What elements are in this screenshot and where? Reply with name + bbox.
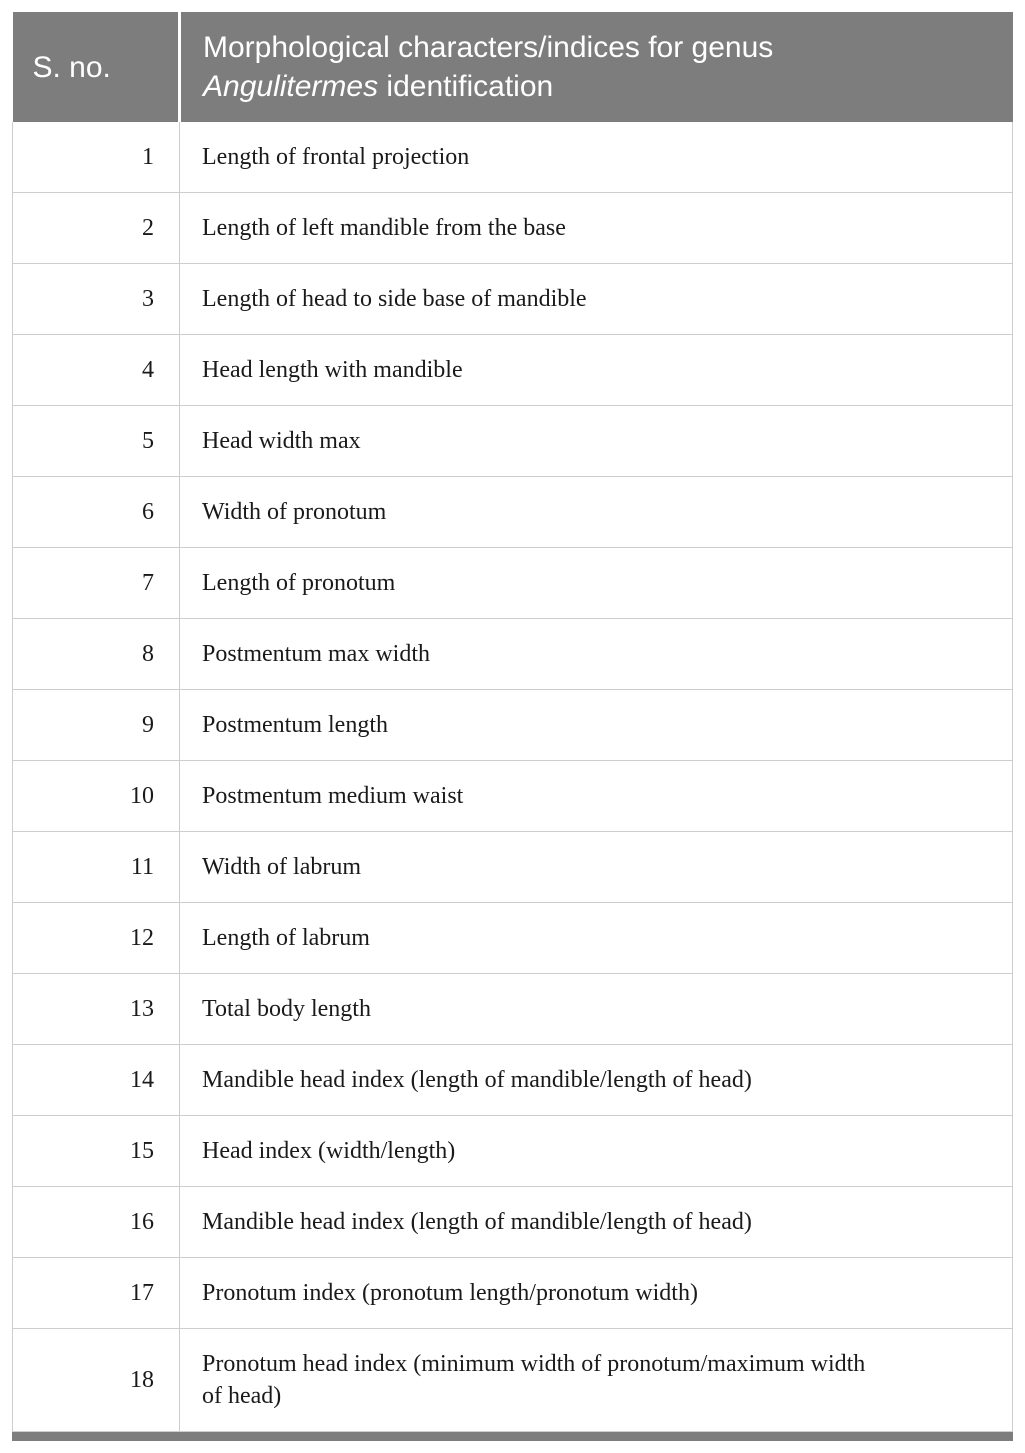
row-number-cell: 17: [13, 1258, 180, 1329]
row-number-cell: 3: [13, 264, 180, 335]
header-sno-cell: [13, 12, 180, 122]
table-row: [13, 690, 1013, 761]
row-character-cell: Length of head to side base of mandible: [180, 264, 1013, 335]
row-character-cell: Pronotum head index (minimum width of pronotum/maximum width of head): [180, 1329, 1013, 1432]
row-number-cell: 2: [13, 193, 180, 264]
table-row: [13, 264, 1013, 335]
header-title-rest: identification: [378, 70, 554, 103]
row-number-cell: 11: [13, 832, 180, 903]
row-number-cell: 1: [13, 122, 180, 193]
table-header: [13, 12, 1013, 122]
table-row: [13, 761, 1013, 832]
row-number-cell: 16: [13, 1187, 180, 1258]
table-row: [13, 193, 1013, 264]
row-character-cell: Length of labrum: [180, 903, 1013, 974]
table-row: [13, 619, 1013, 690]
table-row: [13, 122, 1013, 193]
row-number-cell: 4: [13, 335, 180, 406]
row-character-cell: Head length with mandible: [180, 335, 1013, 406]
row-character-cell: Postmentum max width: [180, 619, 1013, 690]
row-character-cell: Mandible head index (length of mandible/length of head): [180, 1045, 1013, 1116]
table-row: [13, 974, 1013, 1045]
table-body: [13, 122, 1013, 1432]
row-character-cell: Mandible head index (length of mandible/length of head): [180, 1187, 1013, 1258]
table-row: [13, 406, 1013, 477]
row-number-cell: 8: [13, 619, 180, 690]
table-row: [13, 335, 1013, 406]
row-number-cell: 7: [13, 548, 180, 619]
row-number-cell: 10: [13, 761, 180, 832]
table-row: [13, 548, 1013, 619]
row-character-cell: Pronotum index (pronotum length/pronotum width): [180, 1258, 1013, 1329]
row-number-cell: 5: [13, 406, 180, 477]
row-number-cell: 12: [13, 903, 180, 974]
table-row: [13, 1258, 1013, 1329]
table-row: [13, 477, 1013, 548]
row-character-cell: Postmentum medium waist: [180, 761, 1013, 832]
row-number-cell: 6: [13, 477, 180, 548]
row-number-cell: 13: [13, 974, 180, 1045]
table-row: [13, 1116, 1013, 1187]
row-number-cell: 15: [13, 1116, 180, 1187]
row-number-cell: 18: [13, 1329, 180, 1432]
row-character-cell: Total body length: [180, 974, 1013, 1045]
header-genus-italic: Angulitermes: [203, 70, 379, 103]
table-row: [13, 1187, 1013, 1258]
row-character-cell: Head width max: [180, 406, 1013, 477]
header-sno-label: S. no.: [32, 50, 111, 84]
header-title-line1: Morphological characters/indices for genus: [203, 31, 774, 64]
row-character-cell: Length of frontal projection: [180, 122, 1013, 193]
table-row: [13, 1045, 1013, 1116]
table-row: [13, 1329, 1013, 1432]
table-header-row: [13, 12, 1013, 122]
row-character-cell: Width of labrum: [180, 832, 1013, 903]
header-title-cell: [180, 12, 1013, 122]
row-character-cell: Length of left mandible from the base: [180, 193, 1013, 264]
table-row: [13, 903, 1013, 974]
row-character-cell: Head index (width/length): [180, 1116, 1013, 1187]
morphology-table: [12, 12, 1013, 1432]
row-character-cell: Length of pronotum: [180, 548, 1013, 619]
row-character-cell: Postmentum length: [180, 690, 1013, 761]
table-row: [13, 832, 1013, 903]
row-number-cell: 9: [13, 690, 180, 761]
table-bottom-bar: [12, 1432, 1013, 1441]
row-character-cell: Width of pronotum: [180, 477, 1013, 548]
row-number-cell: 14: [13, 1045, 180, 1116]
